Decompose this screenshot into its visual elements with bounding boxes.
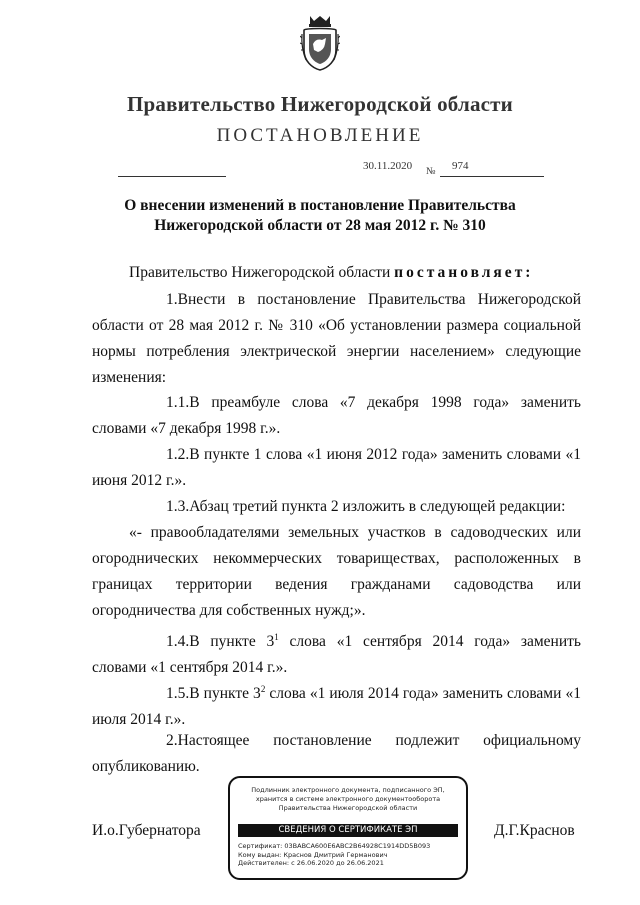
number-sign: № bbox=[426, 166, 436, 177]
item-1-4-superscript: 1 bbox=[274, 632, 279, 642]
item-1-5 bbox=[92, 676, 581, 733]
item-1-3 bbox=[92, 494, 581, 520]
item-1-1 bbox=[92, 390, 581, 442]
quoted-paragraph: «- правообладателями земельных участков в садоводческих или огороднических некоммерческих товариществах, расположенных в границах территории ведения гражданами садоводства или огородничества для собственных нужд;». bbox=[92, 524, 581, 619]
item-1-4-number: 1.4. bbox=[166, 633, 190, 651]
item-1-4-text-end: слова «1 сентября 2014 года» заменить словами «1 сентября 2014 г.». bbox=[92, 633, 581, 677]
item-1-5-text-end: слова «1 июля 2014 года» заменить словами «1 июля 2014 г.». bbox=[92, 685, 581, 729]
item-2-text: Настоящее постановление подлежит официальному опубликованию. bbox=[92, 732, 581, 775]
preamble-lead: Правительство Нижегородской области bbox=[129, 264, 395, 281]
item-1-1-number: 1.1. bbox=[166, 394, 190, 411]
item-1-5-text-start: В пункте 3 bbox=[189, 685, 261, 703]
stamp-validity: Действителен: с 26.06.2020 до 26.06.2021 bbox=[238, 859, 384, 867]
signatory-title: И.о.Губернатора bbox=[92, 822, 201, 839]
electronic-signature-stamp bbox=[228, 776, 468, 880]
document-type: ПОСТАНОВЛЕНИЕ bbox=[216, 125, 424, 146]
stamp-note: Подлинник электронного документа, подписанного ЭП, хранится в системе электронного документооборота Правительства Нижегородской области bbox=[251, 786, 445, 812]
item-1-4-text-start: В пункте 3 bbox=[189, 633, 275, 651]
item-1-2 bbox=[92, 442, 581, 494]
stamp-issued-to: Кому выдан: Краснов Дмитрий Германович bbox=[238, 850, 388, 859]
item-1-2-text: В пункте 1 слова «1 июня 2012 года» заменить словами «1 июня 2012 г.». bbox=[92, 446, 581, 489]
stamp-certificate: Сертификат: 03BABCA600E6ABC2B64928C1914DD5B093 bbox=[238, 842, 431, 850]
document-heading: О внесении изменений в постановление Правительства Нижегородской области от 28 мая 2012 г. № 310 bbox=[124, 197, 516, 234]
coat-of-arms-emblem bbox=[300, 14, 340, 72]
item-1-3-text: Абзац третий пункта 2 изложить в следующей редакции: bbox=[189, 498, 566, 515]
item-2 bbox=[92, 728, 581, 780]
item-1 bbox=[92, 287, 581, 391]
preamble bbox=[92, 260, 581, 286]
item-1-5-superscript: 2 bbox=[260, 684, 266, 694]
document-number: 974 bbox=[452, 160, 469, 172]
number-rule bbox=[440, 176, 544, 177]
item-1-1-text: В преамбуле слова «7 декабря 1998 года» заменить словами «7 декабря 1998 г.». bbox=[92, 394, 581, 437]
item-1-number: 1. bbox=[166, 291, 178, 308]
document-date: 30.11.2020 bbox=[363, 160, 413, 172]
item-1-5-number: 1.5. bbox=[166, 685, 190, 703]
date-left-rule bbox=[118, 176, 226, 177]
item-1-2-number: 1.2. bbox=[166, 446, 190, 463]
stamp-header-bar: СВЕДЕНИЯ О СЕРТИФИКАТЕ ЭП bbox=[238, 824, 458, 837]
item-1-4 bbox=[92, 624, 581, 681]
item-2-number: 2. bbox=[166, 732, 178, 749]
signatory-name: Д.Г.Краснов bbox=[494, 822, 575, 839]
item-1-3-number: 1.3. bbox=[166, 498, 190, 515]
preamble-verb: постановляет: bbox=[394, 264, 534, 281]
stamp-details bbox=[238, 842, 460, 868]
government-title: Правительство Нижегородской области bbox=[127, 92, 513, 116]
item-1-text: Внести в постановление Правительства Нижегородской области от 28 мая 2012 г. № 310 «Об установлении размера социальной нормы потребления электрической энергии населением» следующие изменения: bbox=[92, 291, 581, 386]
